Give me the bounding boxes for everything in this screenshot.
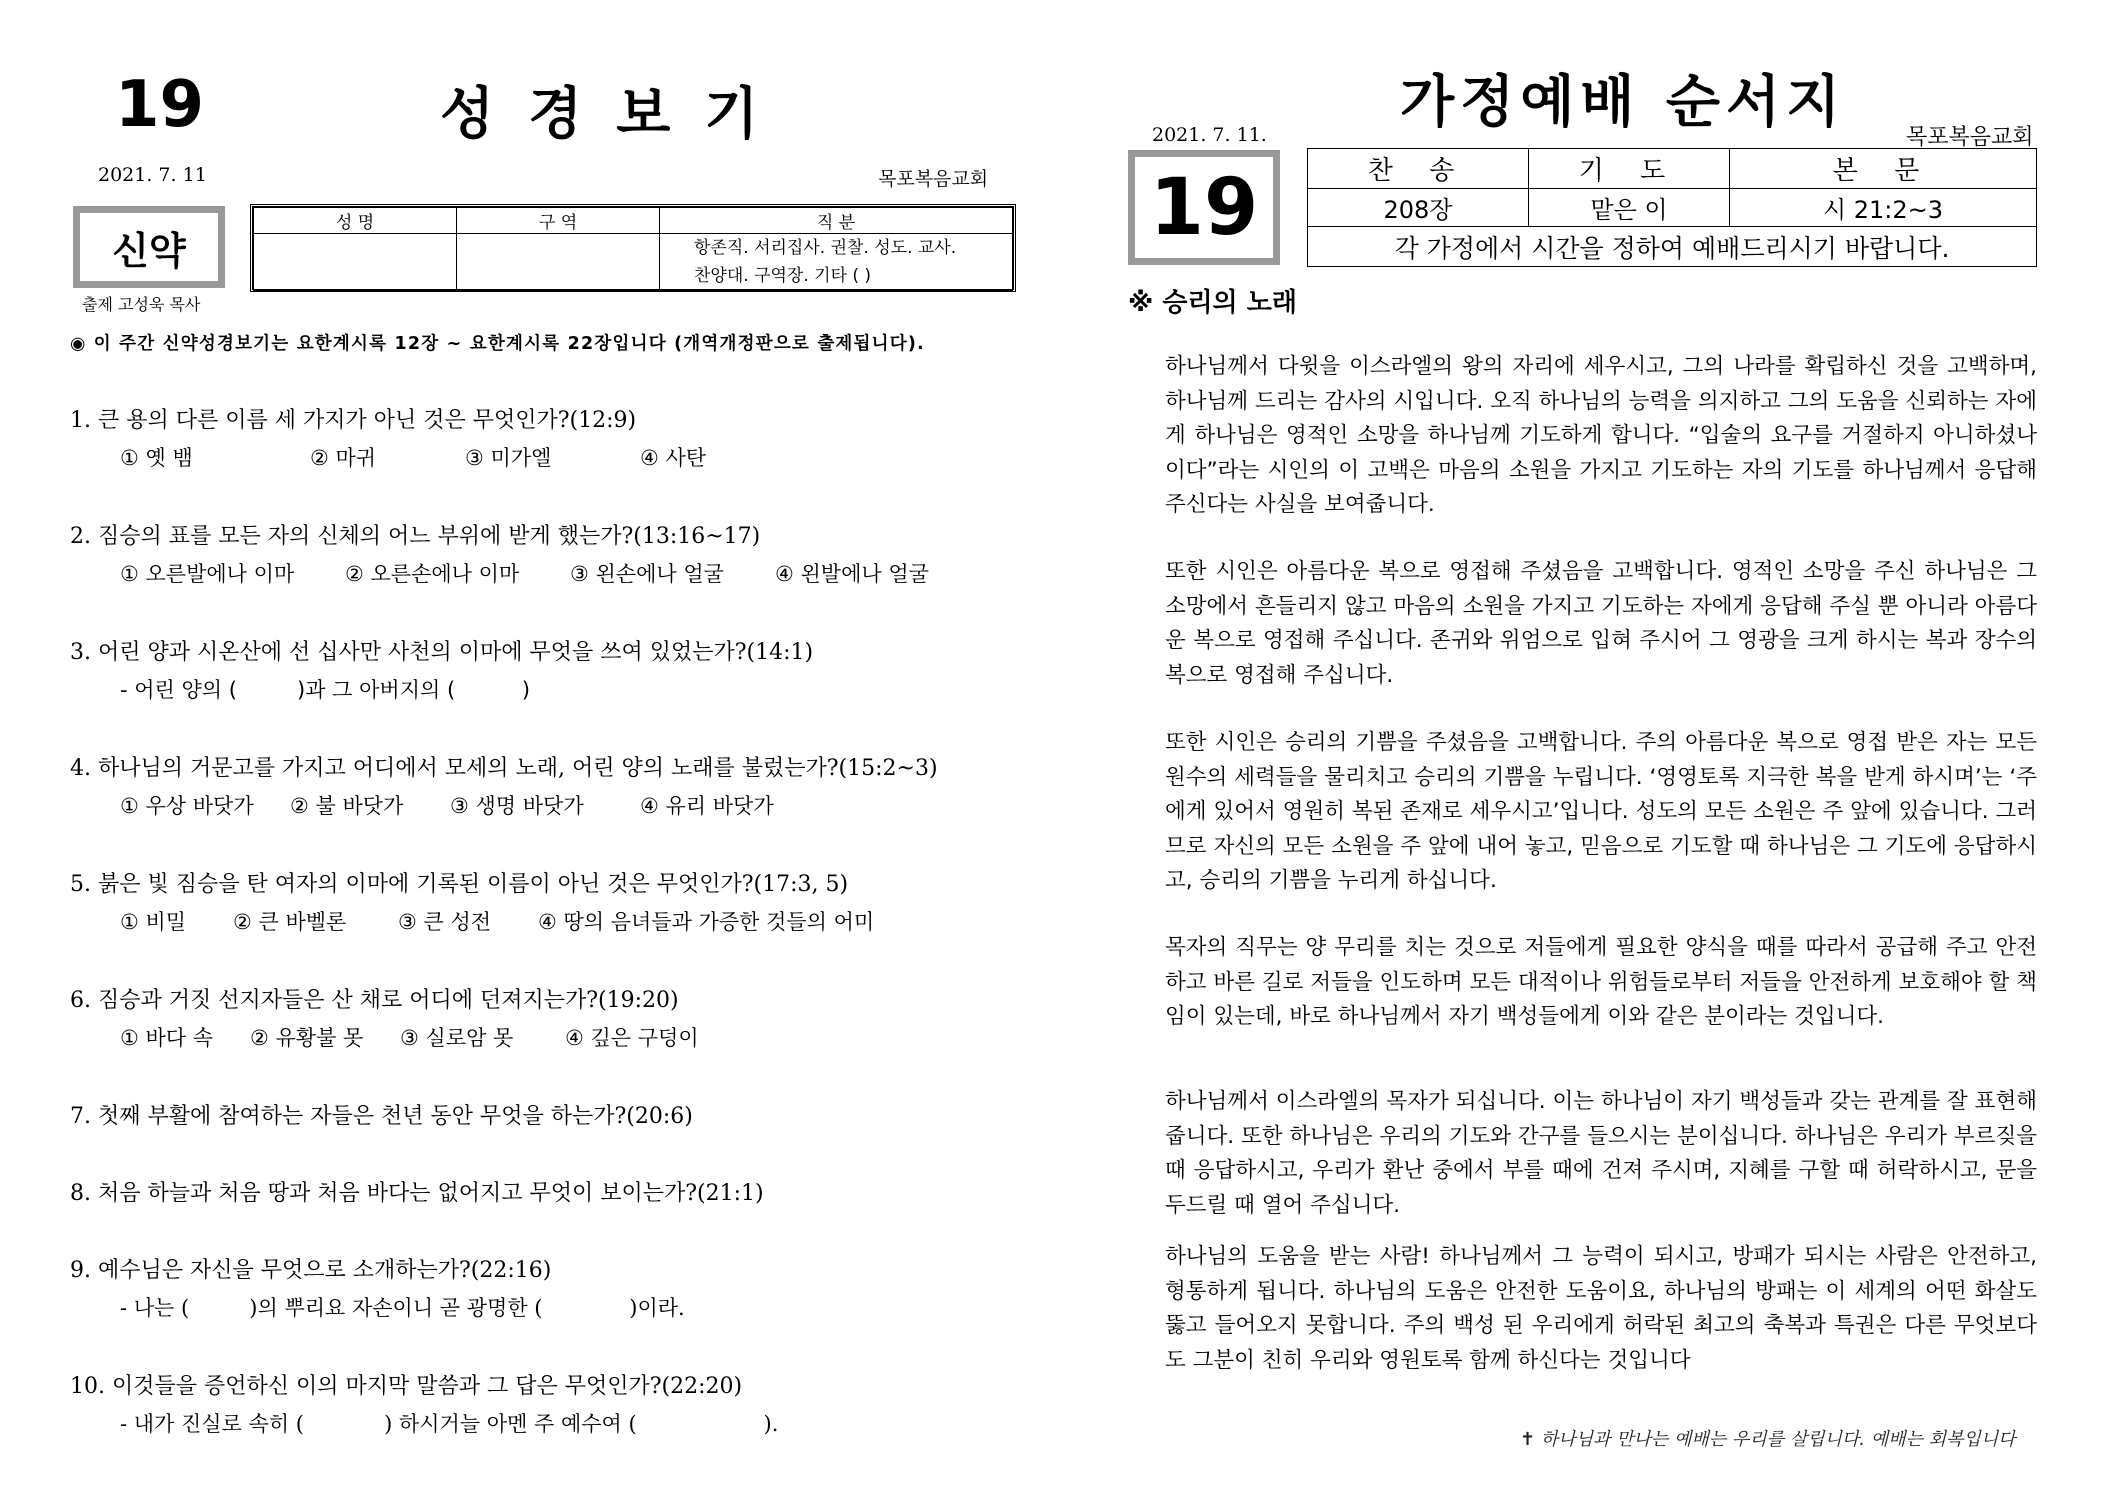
- q2-option-2[interactable]: ② 오른손에나 이마: [345, 562, 520, 586]
- q6-option-1[interactable]: ① 바다 속: [120, 1026, 214, 1050]
- q1-option-3[interactable]: ③ 미가엘: [465, 446, 552, 470]
- paragraph-6: 하나님의 도움을 받는 사람! 하나님께서 그 능력이 되시고, 방패가 되시는 사람은 안전하고, 형통하게 됩니다. 하나님의 도움은 안전한 도움이요, 하나님의 방패는 이 세계의 어떤 화살도 뚫고 들어오지 못합니다. 주의 백성 된 우리에게 허락된 최고의 축복과 특권은 다른 무엇보다도 그분이 친히 우리와 영원토록 함께 하신다는 것입니다: [1165, 1244, 2037, 1373]
- question-2-options: [120, 558, 929, 588]
- form-name-field[interactable]: [254, 234, 457, 291]
- q6-option-3[interactable]: ③ 실로암 못: [400, 1026, 514, 1050]
- right-date: 2021. 7. 11.: [1152, 124, 1267, 146]
- section-title: ※ 승리의 노래: [1128, 288, 1297, 318]
- form-header-name: 성 명: [254, 208, 457, 234]
- question-5-options: [120, 906, 874, 936]
- question-9: 9. 예수님은 자신을 무엇으로 소개하는가?(22:16): [70, 1258, 552, 1283]
- question-10: 10. 이것들을 증언하신 이의 마지막 말씀과 그 답은 무엇인가?(22:20): [70, 1374, 743, 1399]
- q6-option-4[interactable]: ④ 깊은 구덩이: [565, 1026, 699, 1050]
- q6-option-2[interactable]: ② 유황불 못: [250, 1026, 364, 1050]
- schedule-note: 각 가정에서 시간을 정하여 예배드리시기 바랍니다.: [1308, 227, 2037, 267]
- question-8: 8. 처음 하늘과 처음 땅과 처음 바다는 없어지고 무엇이 보이는가?(21:1): [70, 1181, 764, 1206]
- right-church: 목포복음교회: [1906, 125, 2034, 150]
- left-page-number: 19: [115, 68, 205, 142]
- form-header-district: 구 역: [457, 208, 660, 234]
- question-10-answer[interactable]: - 내가 진실로 속히 ( ) 하시거늘 아멘 주 예수여 ( ).: [120, 1412, 779, 1436]
- roles-line-2: 찬양대. 구역장. 기타 ( ): [694, 266, 872, 286]
- notice-line: ◉ 이 주간 신약성경보기는 요한계시록 12장 ~ 요한계시록 22장입니다 (개역개정판으로 출제됩니다).: [70, 334, 925, 354]
- paragraph-1: 하나님께서 다윗을 이스라엘의 왕의 자리에 세우시고, 그의 나라를 확립하신 것을 고백하며, 하나님께 드리는 감사의 시입니다. 오직 하나님의 능력을 의지하고 그의 도움을 신뢰하는 자에게 하나님은 영적인 소망을 하나님께 기도하게 합니다. “입술의 요구를 거절하지 아니하셨나이다”라는 시인의 이 고백은 마음의 소원을 가지고 기도하는 자의 기도를 하나님께서 응답해 주신다는 사실을 보여줍니다.: [1165, 354, 2037, 517]
- paragraph-3: 또한 시인은 승리의 기쁨을 주셨음을 고백합니다. 주의 아름다운 복으로 영접 받은 자는 모든 원수의 세력들을 물리치고 승리의 기쁨을 누립니다. ‘영영토록 지극한 복을 받게 하시며’는 ‘주에게 있어서 영원히 복된 존재로 세우시고’입니다. 성도의 모든 소원은 주 앞에 있습니다. 그러므로 자신의 모든 소원을 주 앞에 내어 놓고, 믿음으로 기도할 때 하나님은 그 기도에 응답하시고, 승리의 기쁨을 누리게 하십니다.: [1165, 730, 2037, 893]
- q1-option-4[interactable]: ④ 사탄: [640, 446, 707, 470]
- schedule-hymn-value: 208장: [1308, 189, 1529, 227]
- schedule-header-prayer: 기 도: [1529, 149, 1730, 189]
- paragraph-5: 하나님께서 이스라엘의 목자가 되십니다. 이는 하나님이 자기 백성들과 갖는 관계를 잘 표현해 줍니다. 또한 하나님은 우리의 기도와 간구를 들으시는 분이십니다. 하나님은 우리가 부르짖을 때 응답하시고, 우리가 환난 중에서 부를 때에 건져 주시며, 지혜를 구할 때 허락하시고, 문을 두드릴 때 열어 주십니다.: [1165, 1089, 2037, 1218]
- question-4: 4. 하나님의 거문고를 가지고 어디에서 모세의 노래, 어린 양의 노래를 불렀는가?(15:2~3): [70, 756, 938, 781]
- member-form: [250, 204, 1016, 292]
- q5-option-3[interactable]: ③ 큰 성전: [398, 910, 492, 934]
- schedule-header-hymn: 찬 송: [1308, 149, 1529, 189]
- form-header-role: 직 분: [660, 208, 1013, 234]
- q4-option-1[interactable]: ① 우상 바닷가: [120, 794, 254, 818]
- question-6: 6. 짐승과 거짓 선지자들은 산 채로 어디에 던져지는가?(19:20): [70, 988, 679, 1013]
- question-6-options: [120, 1022, 699, 1052]
- question-2: 2. 짐승의 표를 모든 자의 신체의 어느 부위에 받게 했는가?(13:16~17): [70, 524, 761, 549]
- question-1: 1. 큰 용의 다른 이름 세 가지가 아닌 것은 무엇인가?(12:9): [70, 408, 637, 433]
- schedule-prayer-value: 맡은 이: [1529, 189, 1730, 227]
- q5-option-1[interactable]: ① 비밀: [120, 910, 187, 934]
- form-district-field[interactable]: [457, 234, 660, 291]
- q5-option-4[interactable]: ④ 땅의 음녀들과 가증한 것들의 어미: [538, 910, 875, 934]
- question-3: 3. 어린 양과 시온산에 선 십사만 사천의 이마에 무엇을 쓰여 있었는가?(14:1): [70, 640, 814, 665]
- q2-option-4[interactable]: ④ 왼발에나 얼굴: [775, 562, 929, 586]
- q4-option-2[interactable]: ② 불 바닷가: [290, 794, 404, 818]
- schedule-scripture-value: 시 21:2~3: [1730, 189, 2037, 227]
- paragraph-4: 목자의 직무는 양 무리를 치는 것으로 저들에게 필요한 양식을 때를 따라서 공급해 주고 안전하고 바른 길로 저들을 인도하며 모든 대적이나 위험들로부터 저들을 안전하게 보호해야 할 책임이 있는데, 바로 하나님께서 자기 백성들에게 이와 같은 분이라는 것입니다.: [1165, 935, 2037, 1029]
- q4-option-4[interactable]: ④ 유리 바닷가: [640, 794, 774, 818]
- question-4-options: [120, 790, 774, 820]
- footer-motto: ✝ 하나님과 만나는 예배는 우리를 살립니다. 예배는 회복입니다: [1520, 1429, 2016, 1450]
- worship-schedule: [1307, 148, 2037, 267]
- worship-title: 가정예배 순서지: [1400, 70, 1847, 135]
- paragraph-2: 또한 시인은 아름다운 복으로 영접해 주셨음을 고백합니다. 영적인 소망을 주신 하나님은 그 소망에서 흔들리지 않고 마음의 소원을 가지고 기도하는 자에게 응답해 주실 뿐 아니라 아름다운 복으로 영접해 주십니다. 존귀와 위엄으로 입혀 주시어 그 영광을 크게 하시는 복과 장수의 복으로 영접해 주십니다.: [1165, 559, 2037, 688]
- question-1-options: [120, 442, 706, 472]
- q1-option-1[interactable]: ① 옛 뱀: [120, 446, 193, 470]
- week-number-badge: 19: [1128, 150, 1280, 265]
- left-date: 2021. 7. 11: [98, 164, 207, 186]
- question-3-answer[interactable]: - 어린 양의 ( )과 그 아버지의 ( ): [120, 678, 531, 702]
- roles-line-1: 항존직. 서리집사. 권찰. 성도. 교사.: [694, 238, 957, 258]
- schedule-header-scripture: 본 문: [1730, 149, 2037, 189]
- q4-option-3[interactable]: ③ 생명 바닷가: [450, 794, 584, 818]
- q2-option-3[interactable]: ③ 왼손에나 얼굴: [570, 562, 724, 586]
- left-church: 목포복음교회: [878, 168, 989, 190]
- form-role-field[interactable]: [660, 234, 1013, 291]
- question-5: 5. 붉은 빛 짐승을 탄 여자의 이마에 기록된 이름이 아닌 것은 무엇인가?(17:3, 5): [70, 872, 849, 897]
- question-9-answer[interactable]: - 나는 ( )의 뿌리요 자손이니 곧 광명한 ( )이라.: [120, 1296, 685, 1320]
- testament-badge: 신약: [73, 206, 225, 288]
- author-label: 출제 고성욱 목사: [82, 295, 201, 314]
- left-page-title: 성경보기: [440, 82, 793, 147]
- q5-option-2[interactable]: ② 큰 바벨론: [233, 910, 347, 934]
- q1-option-2[interactable]: ② 마귀: [310, 446, 377, 470]
- question-7: 7. 첫째 부활에 참여하는 자들은 천년 동안 무엇을 하는가?(20:6): [70, 1104, 693, 1129]
- q2-option-1[interactable]: ① 오른발에나 이마: [120, 562, 295, 586]
